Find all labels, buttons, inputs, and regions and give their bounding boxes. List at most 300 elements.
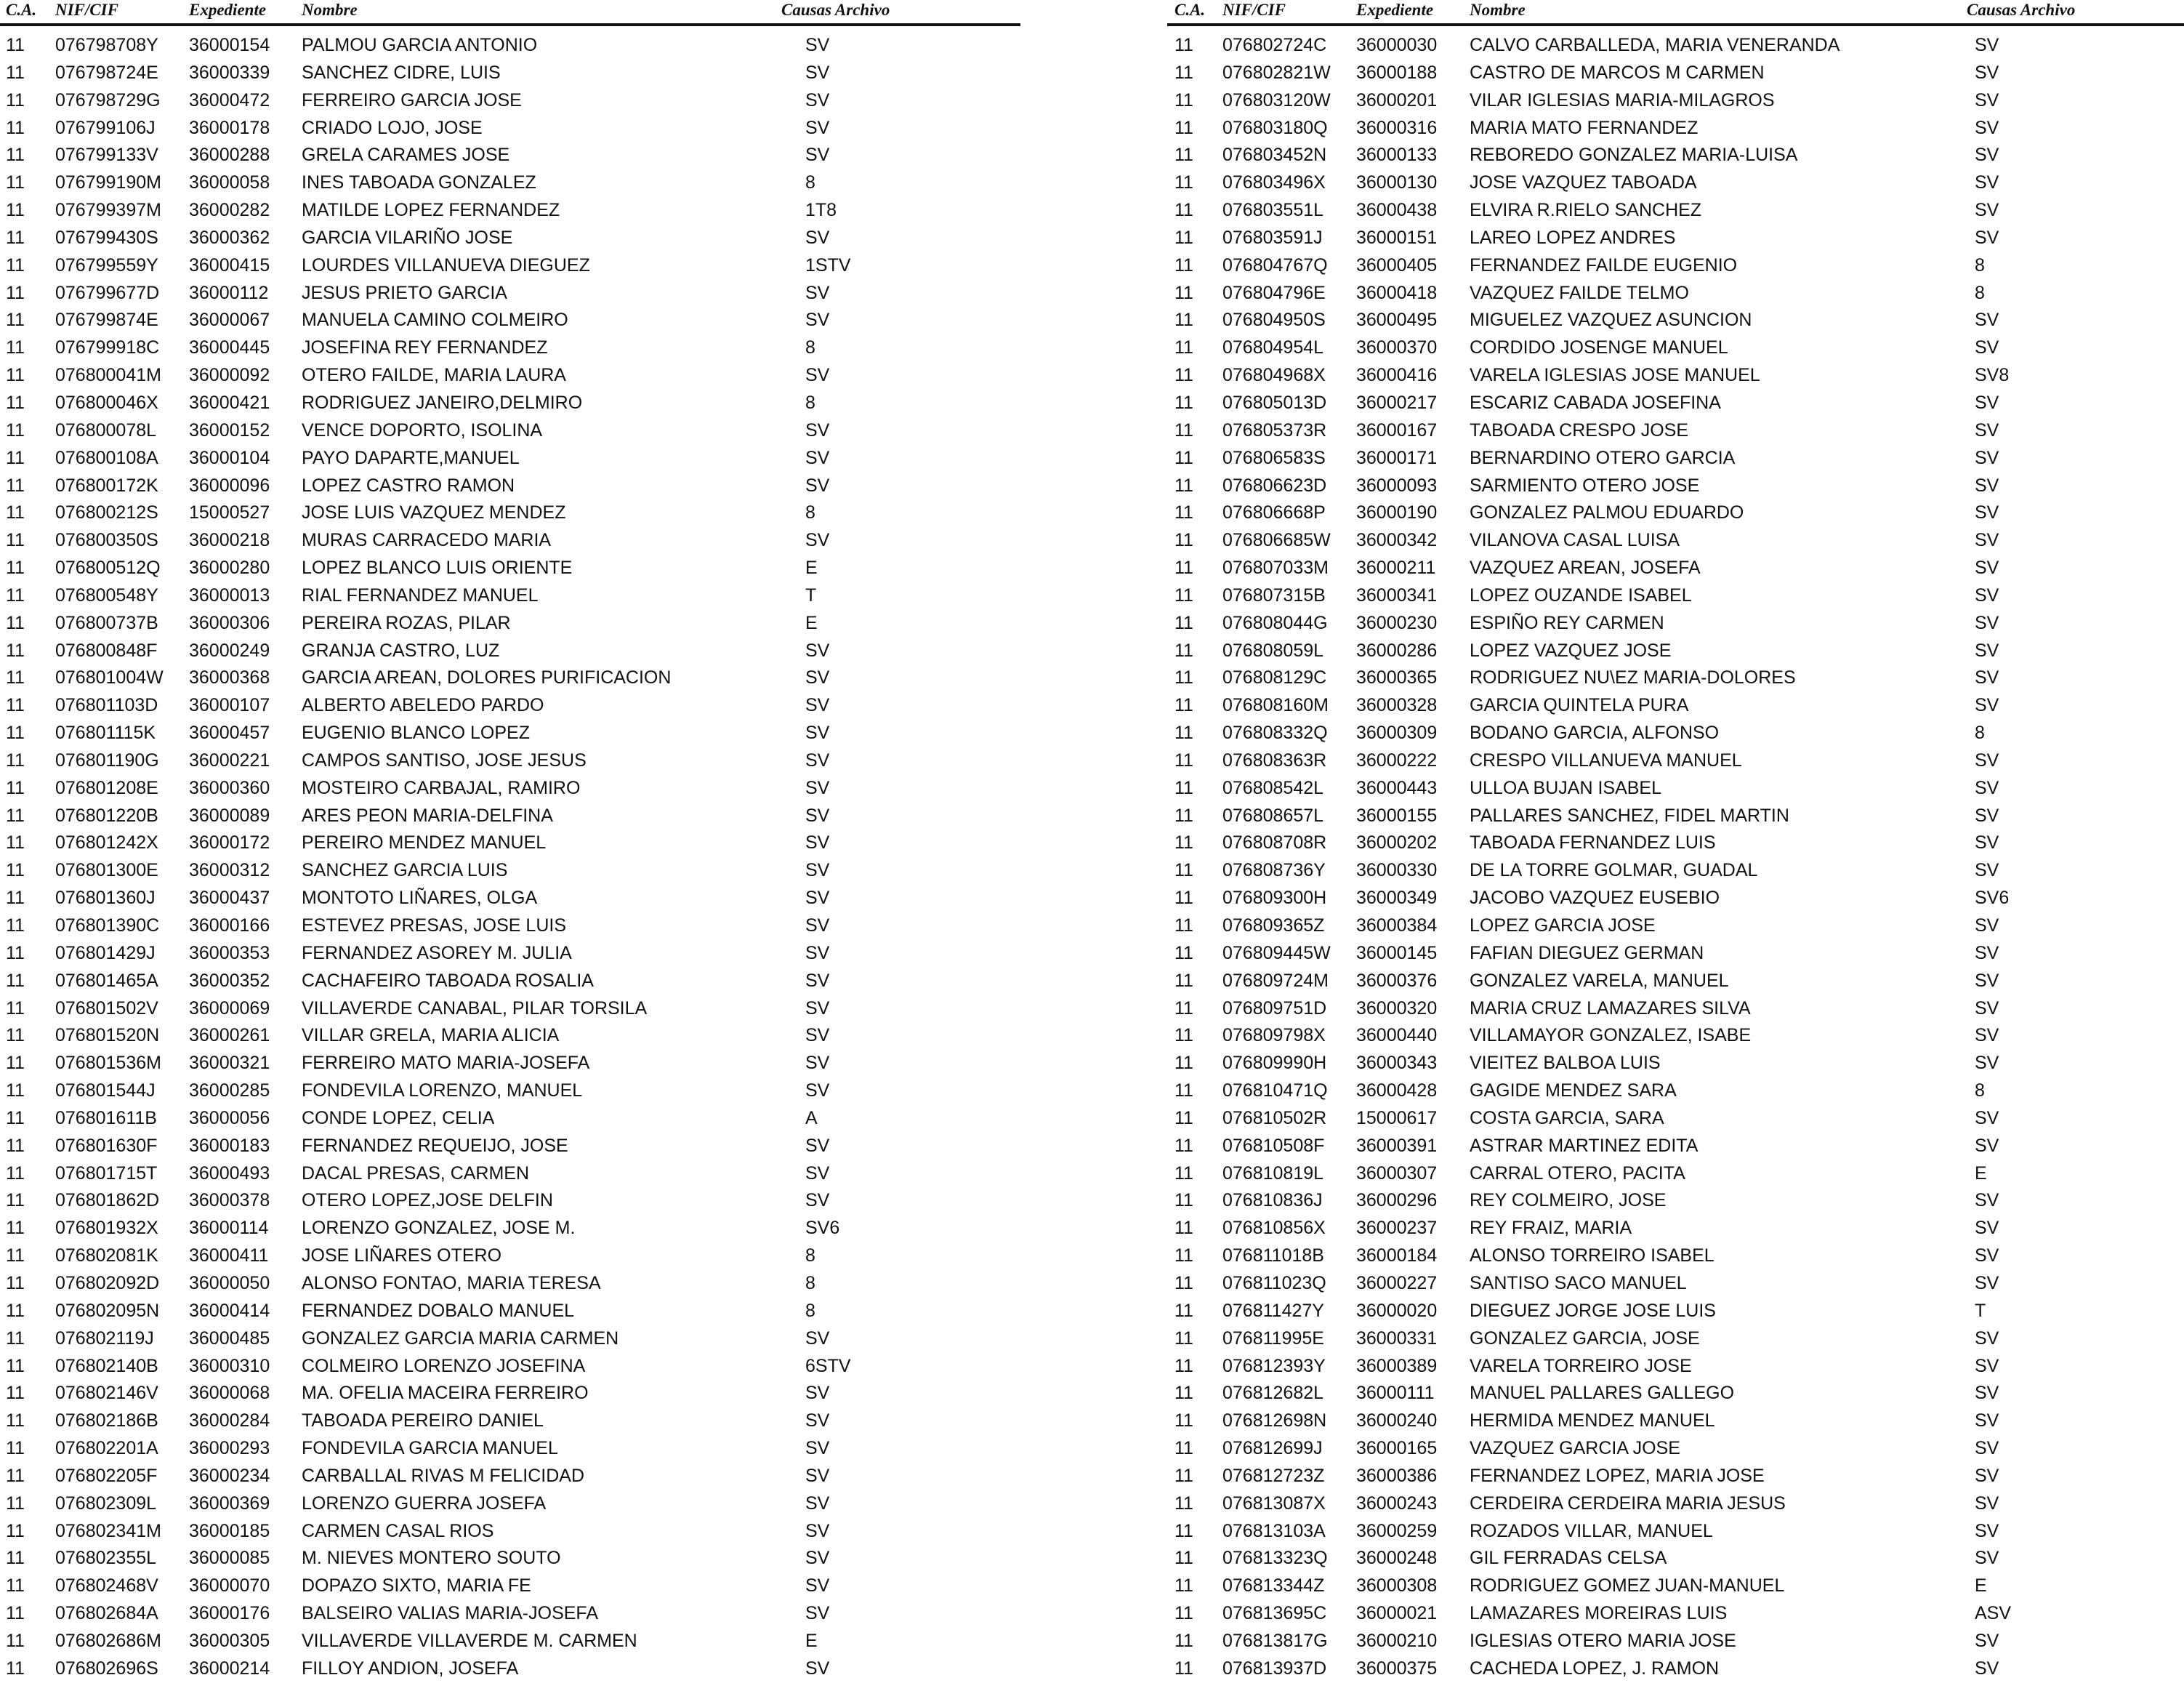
cell-causas: SV [1975, 1493, 1999, 1514]
cell-causas: E [1975, 1162, 1987, 1184]
cell-causas: SV [1975, 805, 1999, 826]
cell-nombre: MATILDE LOPEZ FERNANDEZ [302, 200, 560, 221]
cell-ca: 11 [6, 585, 25, 606]
cell-causas: SV [1975, 997, 1999, 1019]
cell-expediente: 36000230 [1356, 612, 1438, 633]
cell-nif-cif: 076812698N [1222, 1410, 1327, 1431]
table-row [1167, 1105, 2184, 1133]
cell-causas: SV8 [1975, 365, 2010, 386]
cell-ca: 11 [6, 172, 25, 193]
cell-nombre: HERMIDA MENDEZ MANUEL [1470, 1410, 1715, 1431]
cell-expediente: 36000293 [189, 1438, 270, 1459]
cell-ca: 11 [6, 558, 25, 579]
table-row [0, 995, 1047, 1023]
cell-ca: 11 [1174, 227, 1193, 248]
cell-ca: 11 [1174, 475, 1193, 496]
cell-nombre: PEREIRA ROZAS, PILAR [302, 612, 511, 633]
cell-nif-cif: 076802341M [55, 1520, 161, 1541]
cell-ca: 11 [6, 310, 25, 331]
cell-expediente: 36000069 [189, 997, 270, 1019]
cell-causas: SV [805, 832, 830, 853]
table-row [1167, 1435, 2184, 1463]
cell-ca: 11 [6, 1080, 25, 1101]
cell-ca: 11 [1174, 1355, 1193, 1376]
cell-nif-cif: 076805373R [1222, 419, 1327, 441]
cell-causas: SV [805, 475, 830, 496]
cell-expediente: 36000352 [189, 970, 270, 991]
cell-causas: SV [1975, 1107, 1999, 1128]
cell-expediente: 36000316 [1356, 117, 1438, 138]
table-row [1167, 1270, 2184, 1298]
cell-causas: SV [1975, 1438, 1999, 1459]
cell-ca: 11 [6, 1383, 25, 1404]
cell-nif-cif: 076806685W [1222, 530, 1331, 551]
cell-nif-cif: 076801630F [55, 1135, 158, 1156]
cell-nombre: IGLESIAS OTERO MARIA JOSE [1470, 1630, 1736, 1651]
cell-nif-cif: 076809365Z [1222, 915, 1325, 936]
table-row [1167, 1022, 2184, 1050]
cell-causas: 8 [805, 337, 815, 358]
cell-expediente: 36000155 [1356, 805, 1438, 826]
cell-nif-cif: 076811023Q [1222, 1272, 1326, 1293]
cell-ca: 11 [1174, 419, 1193, 441]
cell-nif-cif: 076808160M [1222, 695, 1329, 716]
cell-nombre: GRANJA CASTRO, LUZ [302, 640, 500, 661]
table-row [1167, 445, 2184, 473]
cell-nombre: LOPEZ BLANCO LUIS ORIENTE [302, 558, 573, 579]
cell-causas: E [805, 558, 818, 579]
cell-causas: SV [1975, 558, 1999, 579]
cell-ca: 11 [6, 915, 25, 936]
cell-ca: 11 [6, 942, 25, 963]
table-row [1167, 1572, 2184, 1600]
header-nombre: Nombre [1470, 1, 1526, 19]
cell-nif-cif: 076801390C [55, 915, 160, 936]
cell-nif-cif: 076801502V [55, 997, 158, 1019]
cell-causas: SV [805, 227, 830, 248]
cell-ca: 11 [1174, 62, 1193, 83]
cell-nombre: RODRIGUEZ NU\EZ MARIA-DOLORES [1470, 667, 1796, 688]
table-row [0, 280, 1047, 308]
table-row [1167, 60, 2184, 87]
cell-expediente: 36000296 [1356, 1190, 1438, 1211]
cell-ca: 11 [1174, 447, 1193, 468]
cell-nif-cif: 076802205F [55, 1465, 158, 1486]
cell-causas: SV [1975, 35, 1999, 55]
cell-expediente: 36000222 [1356, 750, 1438, 771]
cell-causas: SV [805, 777, 830, 798]
cell-causas: SV [1975, 1465, 1999, 1486]
cell-nombre: JACOBO VAZQUEZ EUSEBIO [1470, 888, 1720, 909]
cell-nombre: LOPEZ CASTRO RAMON [302, 475, 515, 496]
table-row [0, 1628, 1047, 1655]
cell-ca: 11 [1174, 282, 1193, 303]
cell-expediente: 36000202 [1356, 832, 1438, 853]
cell-nif-cif: 076805013D [1222, 392, 1327, 413]
cell-nif-cif: 076799677D [55, 282, 160, 303]
cell-nif-cif: 076808363R [1222, 750, 1327, 771]
cell-ca: 11 [1174, 89, 1193, 111]
table-row [0, 252, 1047, 280]
cell-causas: SV [1975, 915, 1999, 936]
cell-ca: 11 [6, 419, 25, 441]
cell-nif-cif: 076801360J [55, 888, 156, 909]
cell-ca: 11 [6, 1575, 25, 1596]
table-row [0, 473, 1047, 500]
cell-ca: 11 [1174, 530, 1193, 551]
table-row [1167, 857, 2184, 885]
cell-nif-cif: 076806583S [1222, 447, 1326, 468]
cell-ca: 11 [1174, 310, 1193, 331]
cell-causas: SV [1975, 502, 1999, 523]
cell-nif-cif: 076802201A [55, 1438, 158, 1459]
table-row [1167, 280, 2184, 308]
cell-nif-cif: 076806623D [1222, 475, 1327, 496]
cell-nif-cif: 076800046X [55, 392, 158, 413]
cell-nombre: MARIA CRUZ LAMAZARES SILVA [1470, 997, 1751, 1019]
cell-expediente: 36000437 [189, 888, 270, 909]
cell-causas: SV [1975, 1190, 1999, 1211]
cell-ca: 11 [6, 145, 25, 166]
cell-nombre: CORDIDO JOSENGE MANUEL [1470, 337, 1728, 358]
cell-expediente: 36000249 [189, 640, 270, 661]
cell-nombre: LOPEZ GARCIA JOSE [1470, 915, 1656, 936]
cell-ca: 11 [6, 392, 25, 413]
cell-expediente: 15000527 [189, 502, 270, 523]
cell-causas: SV [1975, 310, 1999, 331]
cell-ca: 11 [1174, 1658, 1193, 1679]
cell-ca: 11 [1174, 585, 1193, 606]
cell-causas: 8 [1975, 254, 1985, 276]
cell-causas: SV [805, 1190, 830, 1211]
cell-causas: A [805, 1107, 818, 1128]
cell-ca: 11 [1174, 997, 1193, 1019]
cell-ca: 11 [1174, 750, 1193, 771]
cell-causas: SV [1975, 89, 1999, 111]
cell-ca: 11 [6, 750, 25, 771]
cell-nombre: JOSE VAZQUEZ TABOADA [1470, 172, 1697, 193]
cell-nombre: VILLAVERDE CANABAL, PILAR TORSILA [302, 997, 648, 1019]
cell-ca: 11 [1174, 1080, 1193, 1101]
cell-causas: E [805, 1630, 818, 1651]
cell-causas: SV [805, 1548, 830, 1569]
cell-expediente: 36000428 [1356, 1080, 1438, 1101]
cell-nif-cif: 076801242X [55, 832, 158, 853]
cell-causas: SV [805, 723, 830, 744]
cell-ca: 11 [6, 1053, 25, 1074]
cell-nif-cif: 076811995E [1222, 1327, 1324, 1349]
cell-expediente: 36000058 [189, 172, 270, 193]
cell-nombre: DOPAZO SIXTO, MARIA FE [302, 1575, 531, 1596]
cell-causas: SV [805, 365, 830, 386]
cell-nombre: ARES PEON MARIA-DELFINA [302, 805, 553, 826]
cell-expediente: 36000171 [1356, 447, 1438, 468]
cell-causas: SV [1975, 62, 1999, 83]
cell-causas: SV [1975, 1245, 1999, 1266]
table-row [1167, 1325, 2184, 1353]
cell-expediente: 36000457 [189, 723, 270, 744]
cell-nombre: GONZALEZ PALMOU EDUARDO [1470, 502, 1744, 523]
table-row [0, 1435, 1047, 1463]
cell-expediente: 36000178 [189, 117, 270, 138]
cell-nombre: LOURDES VILLANUEVA DIEGUEZ [302, 254, 590, 276]
cell-causas: 1T8 [805, 200, 837, 221]
cell-ca: 11 [6, 805, 25, 826]
cell-ca: 11 [6, 1410, 25, 1431]
cell-nif-cif: 076799874E [55, 310, 158, 331]
cell-ca: 11 [1174, 1218, 1193, 1239]
cell-nif-cif: 076804796E [1222, 282, 1326, 303]
cell-nif-cif: 076801862D [55, 1190, 160, 1211]
cell-causas: SV [805, 860, 830, 881]
cell-nombre: GARCIA VILARIÑO JOSE [302, 227, 513, 248]
cell-nif-cif: 076810502R [1222, 1107, 1327, 1128]
cell-nif-cif: 076807033M [1222, 558, 1329, 579]
table-row [1167, 940, 2184, 968]
cell-nombre: SANCHEZ CIDRE, LUIS [302, 62, 501, 83]
cell-ca: 11 [1174, 172, 1193, 193]
table-row [0, 87, 1047, 115]
cell-expediente: 36000184 [1356, 1245, 1438, 1266]
cell-causas: SV [1975, 777, 1999, 798]
cell-nif-cif: 076801611B [55, 1107, 157, 1128]
cell-nif-cif: 076799190M [55, 172, 161, 193]
cell-nombre: PALLARES SANCHEZ, FIDEL MARTIN [1470, 805, 1789, 826]
cell-nombre: VAZQUEZ AREAN, JOSEFA [1470, 558, 1701, 579]
cell-ca: 11 [1174, 1190, 1193, 1211]
cell-expediente: 36000493 [189, 1162, 270, 1184]
header-ca: C.A. [6, 1, 37, 19]
cell-expediente: 36000096 [189, 475, 270, 496]
cell-nif-cif: 076802696S [55, 1658, 158, 1679]
cell-nif-cif: 076811018B [1222, 1245, 1324, 1266]
cell-ca: 11 [6, 1327, 25, 1349]
table-row [1167, 390, 2184, 417]
cell-nombre: VENCE DOPORTO, ISOLINA [302, 419, 543, 441]
cell-expediente: 36000234 [189, 1465, 270, 1486]
cell-ca: 11 [6, 254, 25, 276]
cell-nombre: CRIADO LOJO, JOSE [302, 117, 483, 138]
cell-causas: SV [805, 1438, 830, 1459]
cell-ca: 11 [1174, 832, 1193, 853]
cell-causas: SV [1975, 1658, 1999, 1679]
cell-nombre: VILLAR GRELA, MARIA ALICIA [302, 1025, 560, 1046]
cell-expediente: 36000248 [1356, 1548, 1438, 1569]
cell-expediente: 36000085 [189, 1548, 270, 1569]
table-row [0, 1380, 1047, 1407]
cell-nif-cif: 076809990H [1222, 1053, 1327, 1074]
cell-expediente: 36000020 [1356, 1300, 1438, 1321]
cell-nif-cif: 076800078L [55, 419, 157, 441]
cell-causas: SV [805, 62, 830, 83]
cell-ca: 11 [1174, 1383, 1193, 1404]
cell-ca: 11 [1174, 1327, 1193, 1349]
cell-nif-cif: 076802140B [55, 1355, 158, 1376]
cell-ca: 11 [1174, 1630, 1193, 1651]
table-row [1167, 1242, 2184, 1270]
cell-causas: SV [805, 419, 830, 441]
cell-causas: E [805, 612, 818, 633]
table-row [0, 390, 1047, 417]
cell-nombre: ESCARIZ CABADA JOSEFINA [1470, 392, 1721, 413]
table-row [1167, 169, 2184, 197]
cell-expediente: 36000415 [189, 254, 270, 276]
cell-ca: 11 [6, 1218, 25, 1239]
cell-nombre: ESTEVEZ PRESAS, JOSE LUIS [302, 915, 567, 936]
cell-nombre: SARMIENTO OTERO JOSE [1470, 475, 1700, 496]
cell-ca: 11 [6, 888, 25, 909]
table-row [0, 1518, 1047, 1546]
cell-nombre: CASTRO DE MARCOS M CARMEN [1470, 62, 1765, 83]
cell-nombre: MONTOTO LIÑARES, OLGA [302, 888, 538, 909]
cell-causas: SV [1975, 640, 1999, 661]
table-row [0, 664, 1047, 692]
cell-causas: SV [805, 1658, 830, 1679]
table-row [1167, 87, 2184, 115]
table-row [1167, 1298, 2184, 1325]
cell-causas: SV [805, 1135, 830, 1156]
table-row [1167, 499, 2184, 527]
table-row [1167, 1628, 2184, 1655]
cell-nif-cif: 076801190G [55, 750, 159, 771]
cell-nif-cif: 076802684A [55, 1603, 158, 1624]
cell-expediente: 36000286 [1356, 640, 1438, 661]
cell-nif-cif: 076808736Y [1222, 860, 1326, 881]
cell-causas: 8 [1975, 723, 1985, 744]
cell-nombre: MURAS CARRACEDO MARIA [302, 530, 552, 551]
cell-expediente: 36000339 [189, 62, 270, 83]
cell-ca: 11 [6, 695, 25, 716]
table-row [1167, 1160, 2184, 1188]
table-row [0, 1077, 1047, 1105]
cell-expediente: 36000154 [189, 35, 270, 55]
cell-nombre: JOSEFINA REY FERNANDEZ [302, 337, 548, 358]
cell-expediente: 36000221 [189, 750, 270, 771]
cell-nombre: FERNANDEZ DOBALO MANUEL [302, 1300, 575, 1321]
cell-nif-cif: 076802092D [55, 1272, 160, 1293]
cell-nombre: LOPEZ OUZANDE ISABEL [1470, 585, 1692, 606]
cell-nif-cif: 076804954L [1222, 337, 1324, 358]
cell-ca: 11 [6, 200, 25, 221]
cell-nombre: COLMEIRO LORENZO JOSEFINA [302, 1355, 586, 1376]
cell-causas: SV [805, 1162, 830, 1184]
table-row [0, 775, 1047, 803]
cell-nif-cif: 076800041M [55, 365, 161, 386]
cell-ca: 11 [6, 1135, 25, 1156]
right-column [1167, 0, 2184, 1679]
cell-nombre: CARBALLAL RIVAS M FELICIDAD [302, 1465, 585, 1486]
cell-nif-cif: 076804950S [1222, 310, 1326, 331]
cell-expediente: 36000414 [189, 1300, 270, 1321]
cell-ca: 11 [1174, 145, 1193, 166]
cell-nif-cif: 076806668P [1222, 502, 1326, 523]
cell-nif-cif: 076799430S [55, 227, 158, 248]
table-row [1167, 664, 2184, 692]
cell-nif-cif: 076803591J [1222, 227, 1323, 248]
cell-causas: SV [1975, 1410, 1999, 1431]
cell-nif-cif: 076807315B [1222, 585, 1326, 606]
header-ca: C.A. [1174, 1, 1206, 19]
cell-nombre: INES TABOADA GONZALEZ [302, 172, 536, 193]
cell-causas: SV [1975, 750, 1999, 771]
cell-expediente: 36000438 [1356, 200, 1438, 221]
cell-ca: 11 [1174, 695, 1193, 716]
cell-ca: 11 [1174, 365, 1193, 386]
cell-nombre: FONDEVILA GARCIA MANUEL [302, 1438, 558, 1459]
cell-causas: SV [805, 970, 830, 991]
cell-causas: SV [1975, 172, 1999, 193]
cell-nombre: RODRIGUEZ JANEIRO,DELMIRO [302, 392, 583, 413]
cell-ca: 11 [6, 1272, 25, 1293]
cell-nombre: GRELA CARAMES JOSE [302, 145, 510, 166]
cell-nif-cif: 076808542L [1222, 777, 1324, 798]
left-column [0, 0, 1047, 1679]
cell-nif-cif: 076798724E [55, 62, 158, 83]
cell-expediente: 36000152 [189, 419, 270, 441]
cell-causas: 8 [1975, 282, 1985, 303]
cell-expediente: 36000107 [189, 695, 270, 716]
cell-nombre: MANUEL PALLARES GALLEGO [1470, 1383, 1735, 1404]
left-table-body [0, 32, 1047, 1683]
cell-expediente: 36000210 [1356, 1630, 1438, 1651]
cell-ca: 11 [6, 365, 25, 386]
cell-nombre: VILAR IGLESIAS MARIA-MILAGROS [1470, 89, 1775, 111]
cell-nif-cif: 076801115K [55, 723, 156, 744]
cell-nombre: REBOREDO GONZALEZ MARIA-LUISA [1470, 145, 1798, 166]
table-row [1167, 1655, 2184, 1683]
cell-causas: SV [805, 1603, 830, 1624]
cell-expediente: 36000227 [1356, 1272, 1438, 1293]
cell-causas: SV [1975, 860, 1999, 881]
cell-nombre: PALMOU GARCIA ANTONIO [302, 35, 538, 55]
cell-nombre: GONZALEZ GARCIA MARIA CARMEN [302, 1327, 619, 1349]
cell-causas: ASV [1975, 1603, 2012, 1624]
cell-expediente: 36000145 [1356, 942, 1438, 963]
cell-nif-cif: 076813087X [1222, 1493, 1326, 1514]
table-row [1167, 995, 2184, 1023]
table-row [1167, 1407, 2184, 1435]
cell-nombre: CALVO CARBALLEDA, MARIA VENERANDA [1470, 35, 1840, 55]
cell-nombre: VILANOVA CASAL LUISA [1470, 530, 1680, 551]
cell-causas: 8 [805, 172, 815, 193]
table-row [0, 527, 1047, 555]
cell-nombre: GARCIA AREAN, DOLORES PURIFICACION [302, 667, 672, 688]
cell-nif-cif: 076802146V [55, 1383, 158, 1404]
cell-causas: SV [1975, 1135, 1999, 1156]
cell-nombre: FERREIRO MATO MARIA-JOSEFA [302, 1053, 590, 1074]
cell-ca: 11 [6, 860, 25, 881]
cell-nif-cif: 076810819L [1222, 1162, 1324, 1184]
cell-expediente: 36000111 [1356, 1383, 1435, 1404]
table-row [0, 225, 1047, 252]
cell-ca: 11 [6, 475, 25, 496]
cell-nif-cif: 076813344Z [1222, 1575, 1325, 1596]
cell-nombre: PEREIRO MENDEZ MANUEL [302, 832, 547, 853]
cell-expediente: 36000320 [1356, 997, 1438, 1019]
cell-nif-cif: 076802724C [1222, 35, 1327, 55]
cell-nif-cif: 076812682L [1222, 1383, 1324, 1404]
cell-nif-cif: 076808129C [1222, 667, 1327, 688]
cell-nombre: ROZADOS VILLAR, MANUEL [1470, 1520, 1713, 1541]
cell-nombre: VILLAMAYOR GONZALEZ, ISABE [1470, 1025, 1752, 1046]
table-row [1167, 1215, 2184, 1242]
cell-nif-cif: 076802821W [1222, 62, 1331, 83]
cell-nif-cif: 076801004W [55, 667, 164, 688]
cell-nombre: FILLOY ANDION, JOSEFA [302, 1658, 519, 1679]
cell-expediente: 36000165 [1356, 1438, 1438, 1459]
cell-nombre: MOSTEIRO CARBAJAL, RAMIRO [302, 777, 581, 798]
cell-ca: 11 [1174, 1410, 1193, 1431]
